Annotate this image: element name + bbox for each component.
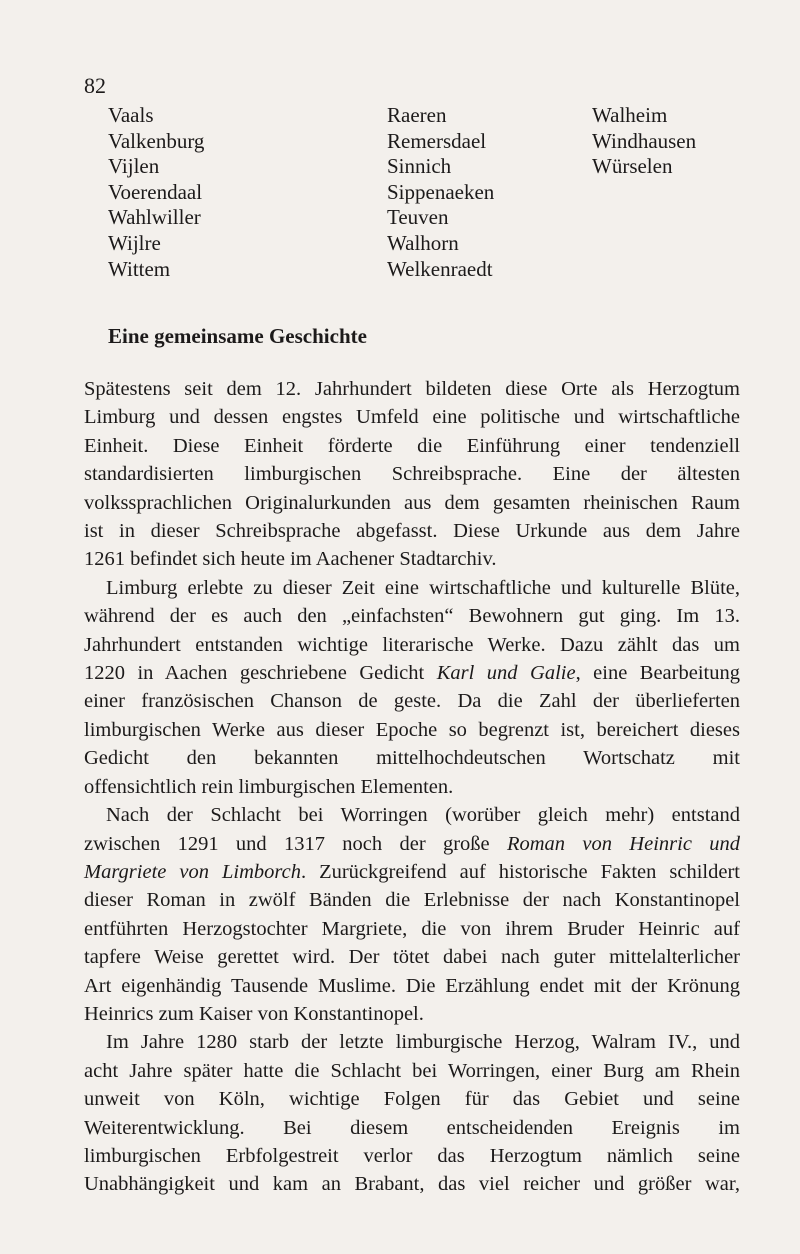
place-name: Teuven: [387, 205, 449, 230]
text-line: Margriete von Limborch. Zurückgreifend auf historische Fakten schildert: [84, 860, 740, 883]
paragraph: [84, 375, 740, 574]
text-line: Art eigenhändig Tausende Muslime. Die Erzählung endet mit der Krönung: [84, 974, 740, 997]
text-line: offensichtlich rein limburgischen Elementen.: [84, 775, 454, 798]
text-line: Unabhängigkeit und kam an Brabant, das viel reicher und größer war,: [84, 1173, 740, 1196]
paragraph: [84, 574, 740, 801]
italic-title: Margriete von Limborch: [84, 860, 301, 883]
place-name: Valkenburg: [108, 128, 205, 153]
place-column-2: [387, 103, 494, 282]
text-line: volkssprachlichen Originalurkunden aus dem gesamten rheinischen Raum: [84, 491, 740, 514]
place-name: Wittem: [108, 256, 171, 281]
text-line: einer französischen Chanson de geste. Da die Zahl der überlieferten: [84, 690, 740, 713]
place-name: Walheim: [592, 103, 668, 127]
text-line: 1261 befindet sich heute im Aachener Stadtarchiv.: [84, 548, 497, 571]
place-name: Sinnich: [387, 154, 452, 179]
paragraph: [84, 801, 740, 1028]
place-name: Raeren: [387, 103, 447, 127]
text-line: Weiterentwicklung. Bei diesem entscheidenden Ereignis im: [84, 1116, 740, 1139]
place-name: Vaals: [108, 103, 154, 127]
text-line: Nach der Schlacht bei Worringen (worüber gleich mehr) entstand: [106, 804, 740, 827]
text-line: ist in dieser Schreibsprache abgefasst. Diese Urkunde aus dem Jahre: [84, 520, 740, 543]
text-line: limburgischen Werke aus dieser Epoche so begrenzt ist, bereichert dieses: [84, 718, 740, 741]
section-heading: Eine gemeinsame Geschichte: [108, 324, 367, 348]
place-column-1: [108, 103, 204, 282]
text-line: limburgischen Erbfolgestreit verlor das Herzogtum nämlich seine: [84, 1144, 740, 1167]
text-line: Im Jahre 1280 starb der letzte limburgische Herzog, Walram IV., und: [106, 1031, 740, 1054]
place-name-list: [108, 103, 748, 303]
place-name: Welkenraedt: [387, 256, 493, 281]
place-name: Sippenaeken: [387, 179, 495, 204]
paragraph: [84, 1028, 740, 1198]
page-number: 82: [84, 73, 106, 98]
text-line: Jahrhundert entstanden wichtige literarische Werke. Dazu zählt das um: [84, 633, 740, 656]
place-name: Vijlen: [108, 154, 160, 179]
italic-title: Roman von Heinric und: [506, 832, 740, 855]
text-line: Spätestens seit dem 12. Jahrhundert bildeten diese Orte als Herzogtum: [84, 378, 740, 400]
text-line: 1220 in Aachen geschriebene Gedicht Karl und Galie, eine Bearbeitung: [84, 662, 740, 685]
text-line: entführten Herzogstochter Margriete, die von ihrem Bruder Heinric auf: [84, 917, 740, 940]
text-line: tapfere Weise gerettet wird. Der tötet dabei nach guter mittelalterlicher: [84, 946, 740, 969]
text-line: während der es auch den „einfachsten“ Bewohnern gut ging. Im 13.: [84, 605, 740, 628]
text-line: Einheit. Diese Einheit förderte die Einführung einer tendenziell: [84, 434, 740, 457]
body-text: [84, 375, 740, 1199]
text-line: Limburg erlebte zu dieser Zeit eine wirtschaftliche und kulturelle Blüte,: [106, 576, 740, 599]
text-line: Heinrics zum Kaiser von Konstantinopel.: [84, 1002, 424, 1025]
text-line: Limburg und dessen engstes Umfeld eine politische und wirtschaftliche: [84, 406, 740, 429]
place-name: Wijlre: [108, 230, 161, 255]
place-name: Walhorn: [387, 230, 459, 255]
place-name: Würselen: [592, 154, 673, 179]
text-line: zwischen 1291 und 1317 noch der große Roman von Heinric und: [84, 832, 740, 855]
text-line: standardisierten limburgischen Schreibsprache. Eine der ältesten: [84, 463, 740, 486]
text-line: acht Jahre später hatte die Schlacht bei Worringen, einer Burg am Rhein: [84, 1059, 740, 1082]
place-name: Wahlwiller: [108, 205, 201, 230]
italic-title: Karl und Galie: [436, 662, 576, 685]
text-line: unweit von Köln, wichtige Folgen für das Gebiet und seine: [84, 1088, 740, 1111]
place-name: Remersdael: [387, 128, 487, 153]
place-column-3: [592, 103, 696, 180]
place-name: Voerendaal: [108, 179, 203, 204]
text-line: dieser Roman in zwölf Bänden die Erlebnisse der nach Konstantinopel: [84, 889, 740, 912]
text-line: Gedicht den bekannten mittelhochdeutschen Wortschatz mit: [84, 747, 740, 770]
place-name: Windhausen: [592, 128, 697, 153]
